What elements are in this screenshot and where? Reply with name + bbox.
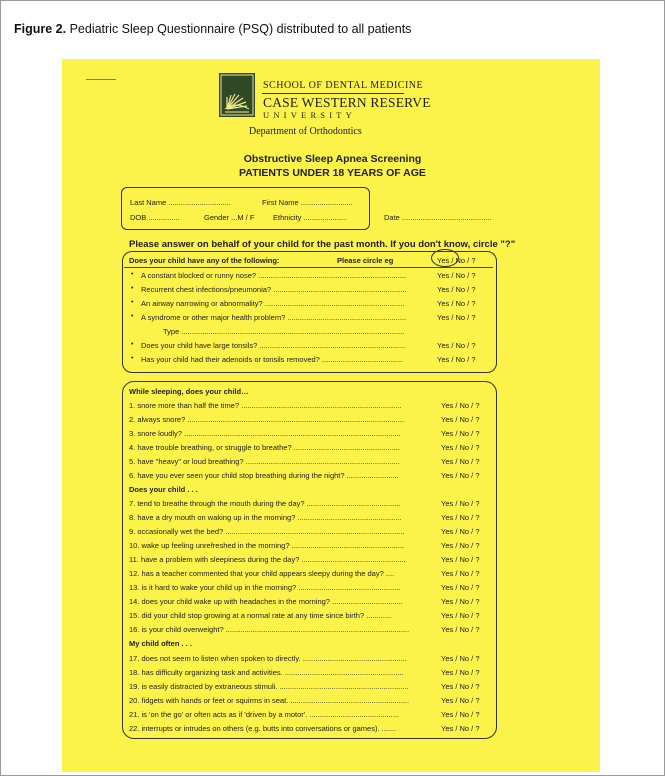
section-divider	[124, 267, 493, 268]
question-text: 19. is easily distracted by extraneous stimuli. ..............................................................	[129, 682, 409, 691]
question-text: 5. have "heavy" or loud breathing? ..........................................................................	[129, 457, 400, 466]
pen-mark	[86, 79, 116, 80]
question-text: 13. is it hard to wake your child up in the morning? .................................................	[129, 583, 401, 592]
university-subtitle: UNIVERSITY	[263, 110, 356, 120]
header-rule	[262, 93, 404, 94]
answer-options[interactable]: Yes / No / ?	[441, 710, 480, 719]
answer-options[interactable]: Yes / No / ?	[441, 471, 480, 480]
date-field[interactable]: Date ...........................................	[384, 213, 492, 222]
question-text: 14. does your child wake up with headaches in the morning? ..................................	[129, 597, 403, 606]
question-text: 7. tend to breathe through the mouth during the day? .............................................	[129, 499, 401, 508]
question-text: 17. does not seem to listen when spoken to directly. ..................................................	[129, 654, 407, 663]
answer-options[interactable]: Yes / No / ?	[441, 499, 480, 508]
answer-options[interactable]: Yes / No / ?	[441, 513, 480, 522]
answer-options[interactable]: Yes / No / ?	[441, 569, 480, 578]
form-title: Obstructive Sleep Apnea Screening	[243, 153, 422, 165]
first-name-field[interactable]: First Name .........................	[262, 198, 353, 207]
example-answer: Yes / No / ?	[437, 256, 476, 265]
answer-options[interactable]: Yes / No / ?	[441, 724, 480, 733]
question-text: 9. occasionally wet the bed? ......................................................................................	[129, 527, 405, 536]
question-text: A constant blocked or runny nose? .......................................................................	[141, 271, 407, 280]
question-text: 10. wake up feeling unrefreshed in the morning? ......................................................	[129, 541, 405, 550]
answer-options[interactable]: Yes / No / ?	[441, 401, 480, 410]
answer-options[interactable]: Yes / No / ?	[441, 541, 480, 550]
ethnicity-field[interactable]: Ethnicity .....................	[273, 213, 348, 222]
school-name: SCHOOL OF DENTAL MEDICINE	[263, 80, 424, 91]
answer-options[interactable]: Yes / No / ?	[437, 299, 476, 308]
answer-options[interactable]: Yes / No / ?	[441, 429, 480, 438]
answer-options[interactable]: Yes / No / ?	[441, 527, 480, 536]
often-heading: My child often . . .	[129, 639, 192, 648]
bullet: •	[131, 313, 134, 320]
answer-options[interactable]: Yes / No / ?	[437, 341, 476, 350]
answer-options[interactable]: Yes / No / ?	[441, 682, 480, 691]
answer-options[interactable]: Yes / No / ?	[441, 457, 480, 466]
question-text: 15. did your child stop growing at a normal rate at any time since birth? ............	[129, 611, 392, 620]
answer-options[interactable]: Yes / No / ?	[441, 555, 480, 564]
question-text: 18. has difficulty organizing task and activities. .........................................................	[129, 668, 404, 677]
question-text: 21. is 'on the go' or often acts as if 'driven by a motor'. ...........................................	[129, 710, 400, 719]
question-text: 12. has a teacher commented that your child appears sleepy during the day? ....	[129, 569, 395, 578]
figure-caption-text: Pediatric Sleep Questionnaire (PSQ) distributed to all patients	[69, 22, 412, 36]
question-text: Has your child had their adenoids or tonsils removed? .......................................	[141, 355, 404, 364]
answer-options[interactable]: Yes / No / ?	[441, 415, 480, 424]
circle-hint: Please circle eg	[337, 256, 394, 265]
question-text: 11. have a problem with sleepiness during the day? ..................................................	[129, 555, 406, 564]
child-heading: Does your child . . .	[129, 485, 198, 494]
answer-options[interactable]: Yes / No / ?	[437, 285, 476, 294]
answer-options[interactable]: Yes / No / ?	[441, 611, 480, 620]
patient-info-box	[121, 187, 370, 230]
figure-caption	[14, 22, 411, 36]
bullet: •	[131, 341, 134, 348]
bullet: •	[131, 271, 134, 278]
question-text: A syndrome or other major health problem? .........................................................	[141, 313, 407, 322]
question-text: 1. snore more than half the time? .............................................................................	[129, 401, 402, 410]
section1-heading: Does your child have any of the following:	[129, 256, 280, 265]
question-text: Does your child have large tonsils? ......................................................................	[141, 341, 406, 350]
university-name: CASE WESTERN RESERVE	[263, 95, 431, 110]
question-text: Recurrent chest infections/pneumonia? ................................................................	[141, 285, 407, 294]
answer-options[interactable]: Yes / No / ?	[441, 668, 480, 677]
dob-field[interactable]: DOB ...............	[130, 213, 180, 222]
figure-label: Figure 2.	[14, 22, 67, 36]
question-text: 16. is your child overweight? ........................................................................................	[129, 625, 410, 634]
sleeping-heading: While sleeping, does your child…	[129, 387, 249, 396]
question-text: 4. have trouble breathing, or struggle to breathe? ...................................................	[129, 443, 400, 452]
answer-options[interactable]: Yes / No / ?	[437, 271, 476, 280]
question-text: 8. have a dry mouth on waking up in the morning? ..................................................	[129, 513, 402, 522]
question-text: 20. fidgets with hands or feet or squirms in seat. .........................................................	[129, 696, 410, 705]
question-text: 6. have you ever seen your child stop breathing during the night? .........................	[129, 471, 399, 480]
answer-options[interactable]: Yes / No / ?	[441, 696, 480, 705]
form-subtitle: PATIENTS UNDER 18 YEARS OF AGE	[239, 167, 426, 179]
last-name-field[interactable]: Last Name ..............................	[130, 198, 231, 207]
answer-options[interactable]: Yes / No / ?	[441, 583, 480, 592]
bullet: •	[131, 285, 134, 292]
university-logo-icon	[219, 73, 255, 117]
bullet: •	[131, 299, 134, 306]
instructions: Please answer on behalf of your child for the past month. If you don't know, circle "?"	[129, 239, 516, 250]
question-text: 2. always snore? ........................................................................................................	[129, 415, 405, 424]
answer-options[interactable]: Yes / No / ?	[437, 313, 476, 322]
answer-options[interactable]: Yes / No / ?	[441, 597, 480, 606]
answer-options[interactable]: Yes / No / ?	[441, 654, 480, 663]
question-text: 3. snore loudly? ........................................................................................................	[129, 429, 401, 438]
answer-options[interactable]: Yes / No / ?	[437, 355, 476, 364]
answer-options[interactable]: Yes / No / ?	[441, 443, 480, 452]
question-text: 22. interrupts or intrudes on others (e.g. butts into conversations or games). .......	[129, 724, 397, 733]
type-field[interactable]: Type ...........................................................................................................	[163, 327, 405, 336]
answer-options[interactable]: Yes / No / ?	[441, 625, 480, 634]
bullet: •	[131, 355, 134, 362]
department-name: Department of Orthodontics	[249, 126, 362, 137]
question-text: An airway narrowing or abnormality? ...................................................................	[141, 299, 405, 308]
gender-field[interactable]: Gender ...M / F	[204, 213, 255, 222]
